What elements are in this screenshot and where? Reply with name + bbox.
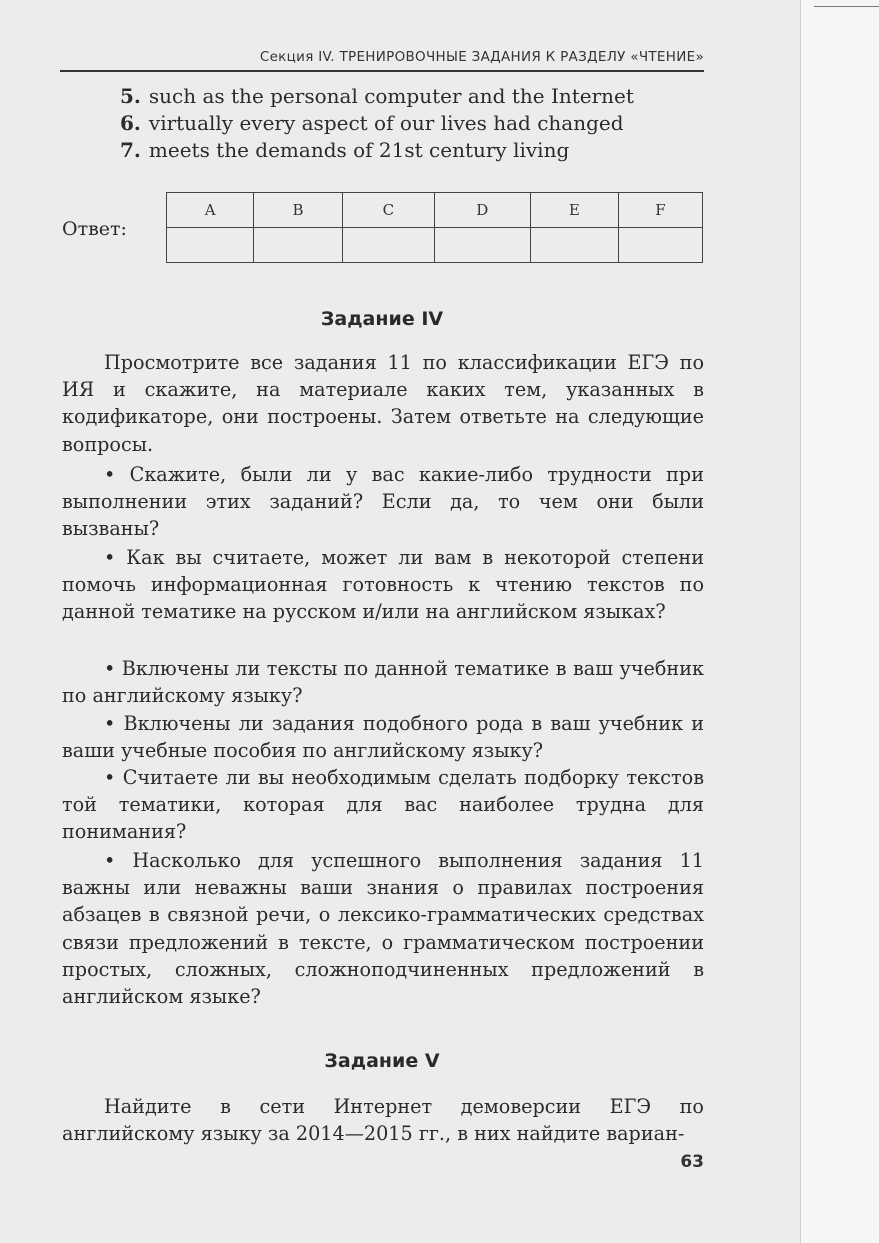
task-4-bullet: • Насколько для успешного выполнения задания 11 важны или неважны ваши знания о правилах построения абзацев в связной речи, о лексико-грамматических средствах связи предложений в тексте, о грамматическом построении простых, сложных, сложноподчиненных предложений в английском языке? xyxy=(62,849,704,1009)
list-item-text: such as the personal computer and the Internet xyxy=(148,84,634,108)
page-number: 63 xyxy=(680,1152,704,1172)
task-4-bullet: • Скажите, были ли у вас какие-либо трудности при выполнении этих заданий? Если да, то чем они были вызваны? xyxy=(62,463,704,541)
task-4-bullet: • Как вы считаете, может ли вам в некоторой степени помочь информационная готовность к чтению текстов по данной тематике на русском и/или на английском языках? xyxy=(62,546,704,624)
answer-input-row xyxy=(167,228,703,263)
answer-column-f: F xyxy=(618,193,702,228)
list-item-number: 7. xyxy=(120,138,141,162)
scan-edge-line xyxy=(814,6,879,7)
answer-cell[interactable] xyxy=(530,228,618,263)
task-4-bullet: • Включены ли тексты по данной тематике в ваш учебник по английскому языку? xyxy=(62,657,704,708)
answer-cell[interactable] xyxy=(434,228,530,263)
task-4-bullet: • Считаете ли вы необходимым сделать подборку текстов той тематики, которая для вас наиболее трудна для понимания? xyxy=(62,766,704,844)
answer-cell[interactable] xyxy=(342,228,434,263)
list-item xyxy=(120,138,569,164)
answer-label: Ответ: xyxy=(62,218,127,240)
scan-margin xyxy=(800,0,879,1243)
list-item xyxy=(120,111,624,137)
task-4-intro: Просмотрите все задания 11 по классификации ЕГЭ по ИЯ и скажите, на материале каких тем, указанных в кодификаторе, они построены. Затем ответьте на следующие вопросы. xyxy=(62,351,704,456)
task-5-intro: Найдите в сети Интернет демоверсии ЕГЭ по английскому языку за 2014—2015 гг., в них найдите вариан- xyxy=(62,1095,704,1146)
answer-column-d: D xyxy=(434,193,530,228)
task-5-title: Задание V xyxy=(324,1050,440,1072)
list-item-number: 6. xyxy=(120,111,141,135)
answer-column-c: C xyxy=(342,193,434,228)
list-item xyxy=(120,84,634,110)
task-4-title: Задание IV xyxy=(320,308,444,330)
answer-column-b: B xyxy=(254,193,343,228)
list-item-number: 5. xyxy=(120,84,141,108)
answer-column-a: A xyxy=(167,193,254,228)
answer-cell[interactable] xyxy=(167,228,254,263)
task-4-bullet: • Включены ли задания подобного рода в ваш учебник и ваши учебные пособия по английскому языку? xyxy=(62,712,704,763)
list-item-text: virtually every aspect of our lives had changed xyxy=(148,111,624,135)
answer-table xyxy=(166,192,703,263)
answer-cell[interactable] xyxy=(254,228,343,263)
answer-cell[interactable] xyxy=(618,228,702,263)
answer-header-row xyxy=(167,193,703,228)
header-rule xyxy=(60,70,704,72)
list-item-text: meets the demands of 21st century living xyxy=(148,138,570,162)
answer-column-e: E xyxy=(530,193,618,228)
running-header: Секция IV. ТРЕНИРОВОЧНЫЕ ЗАДАНИЯ К РАЗДЕЛУ «ЧТЕНИЕ» xyxy=(259,49,704,65)
